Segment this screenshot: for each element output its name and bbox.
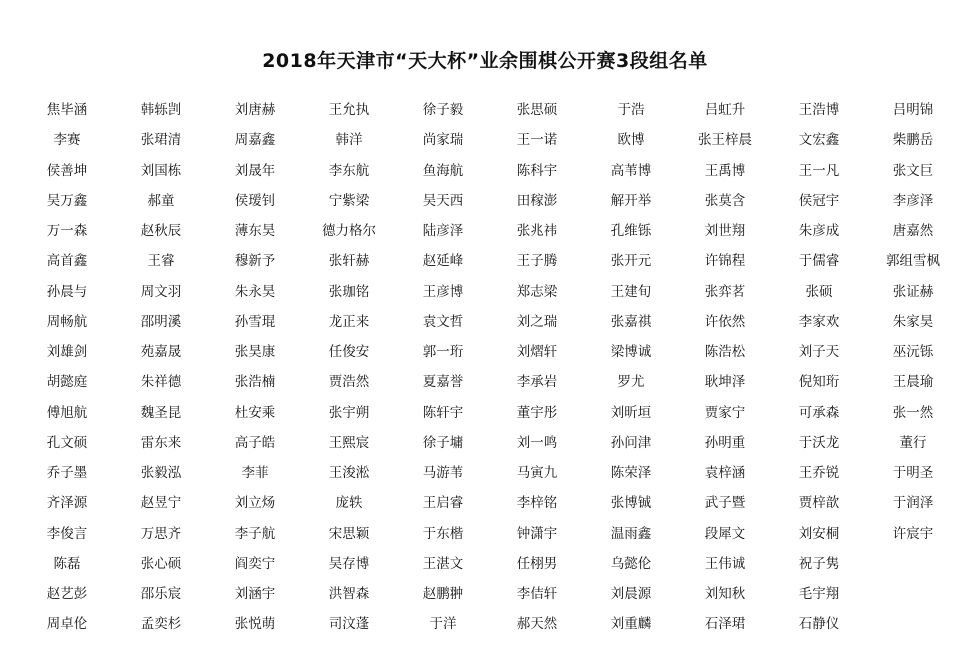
player-name: 吴存博 xyxy=(328,555,370,572)
player-name: 袁梓涵 xyxy=(704,465,746,482)
player-name: 朱祥德 xyxy=(140,374,182,391)
player-name: 孙晨与 xyxy=(46,283,88,300)
player-name: 王启睿 xyxy=(422,495,464,512)
name-row xyxy=(20,396,960,426)
player-name: 邵乐宸 xyxy=(140,586,182,603)
player-name: 任俊安 xyxy=(328,344,370,361)
player-name: 王彦博 xyxy=(422,283,464,300)
player-name: 倪知珩 xyxy=(798,374,840,391)
player-name: 高首鑫 xyxy=(46,253,88,270)
name-row xyxy=(20,123,960,153)
player-name: 张文巨 xyxy=(892,162,934,179)
player-name: 宁紫梁 xyxy=(328,192,370,209)
player-name: 张珺清 xyxy=(140,132,182,149)
player-name: 徐子墉 xyxy=(422,434,464,451)
player-name: 于沃龙 xyxy=(798,434,840,451)
player-name: 于洋 xyxy=(429,616,457,633)
player-name: 郭一珩 xyxy=(422,344,464,361)
player-name: 刘安桐 xyxy=(798,525,840,542)
player-name: 吴万鑫 xyxy=(46,192,88,209)
player-name: 李梓铭 xyxy=(516,495,558,512)
player-name: 唐嘉然 xyxy=(892,223,934,240)
player-name: 王熙宸 xyxy=(328,434,370,451)
player-name: 乌懿伦 xyxy=(610,555,652,572)
player-name: 马寅九 xyxy=(516,465,558,482)
player-name: 王一凡 xyxy=(798,162,840,179)
player-name: 张开元 xyxy=(610,253,652,270)
player-name: 魏圣昆 xyxy=(140,404,182,421)
player-name: 孙问津 xyxy=(610,434,652,451)
player-name: 赵昱宁 xyxy=(140,495,182,512)
player-name: 于东楷 xyxy=(422,525,464,542)
player-name: 刘昕垣 xyxy=(610,404,652,421)
player-name: 张一然 xyxy=(892,404,934,421)
player-name: 龙正来 xyxy=(328,313,370,330)
player-name: 张弈茗 xyxy=(704,283,746,300)
player-name: 王允执 xyxy=(328,102,370,119)
player-name: 张证赫 xyxy=(892,283,934,300)
player-name: 柴鹏岳 xyxy=(892,132,934,149)
player-name: 万思齐 xyxy=(140,525,182,542)
player-name: 张兆祎 xyxy=(516,223,558,240)
player-name: 李彦泽 xyxy=(892,192,934,209)
player-name: 孟奕杉 xyxy=(140,616,182,633)
player-name: 尚家瑞 xyxy=(422,132,464,149)
player-name: 周畅航 xyxy=(46,313,88,330)
player-name: 刘世翔 xyxy=(704,223,746,240)
name-row xyxy=(20,517,960,547)
name-row xyxy=(20,244,960,274)
player-name: 傅旭航 xyxy=(46,404,88,421)
name-row xyxy=(20,93,960,123)
player-name: 孙雪琨 xyxy=(234,313,276,330)
player-name: 侯瑷钊 xyxy=(234,192,276,209)
name-row xyxy=(20,456,960,486)
page-title: 2018年天津市“天大杯”业余围棋公开赛3段组名单 xyxy=(262,50,708,72)
player-name: 张心硕 xyxy=(140,555,182,572)
player-name: 陈科宇 xyxy=(516,162,558,179)
player-name: 侯善坤 xyxy=(46,162,88,179)
player-name: 杜安乘 xyxy=(234,404,276,421)
player-name: 段犀文 xyxy=(704,525,746,542)
player-name: 钟潇宇 xyxy=(516,525,558,542)
player-name: 贾梓歆 xyxy=(798,495,840,512)
player-name: 张嘉祺 xyxy=(610,313,652,330)
player-name: 郭组雪枫 xyxy=(886,253,940,270)
player-name: 许依然 xyxy=(704,313,746,330)
player-name: 刘雄剑 xyxy=(46,344,88,361)
player-name: 乔子墨 xyxy=(46,465,88,482)
player-name: 鱼海航 xyxy=(422,162,464,179)
player-name: 刘立炀 xyxy=(234,495,276,512)
player-name: 陆彦泽 xyxy=(422,223,464,240)
player-name: 穆新予 xyxy=(234,253,276,270)
player-name: 陈磊 xyxy=(53,555,81,572)
player-name: 雷东来 xyxy=(140,434,182,451)
player-name: 郝童 xyxy=(147,192,175,209)
name-row xyxy=(20,335,960,365)
player-name: 胡懿庭 xyxy=(46,374,88,391)
player-name: 于明圣 xyxy=(892,465,934,482)
player-name: 张珈铭 xyxy=(328,283,370,300)
player-name: 焦毕涵 xyxy=(46,102,88,119)
player-name: 韩洋 xyxy=(335,132,363,149)
player-name: 朱彦成 xyxy=(798,223,840,240)
player-name: 周嘉鑫 xyxy=(234,132,276,149)
player-name: 刘涵宇 xyxy=(234,586,276,603)
player-name: 李俊言 xyxy=(46,525,88,542)
player-name: 王一诺 xyxy=(516,132,558,149)
name-row xyxy=(20,275,960,305)
player-name: 王禹博 xyxy=(704,162,746,179)
player-name: 梁博诚 xyxy=(610,344,652,361)
player-name: 刘一鸣 xyxy=(516,434,558,451)
player-name: 刘熠轩 xyxy=(516,344,558,361)
player-name: 高子皓 xyxy=(234,434,276,451)
player-name: 陈浩松 xyxy=(704,344,746,361)
name-row xyxy=(20,607,960,637)
player-name: 解开举 xyxy=(610,192,652,209)
player-name: 王睿 xyxy=(147,253,175,270)
player-name: 张宇朔 xyxy=(328,404,370,421)
player-name: 李菲 xyxy=(241,465,269,482)
player-name: 张思硕 xyxy=(516,102,558,119)
player-name: 李子航 xyxy=(234,525,276,542)
player-name: 于儒睿 xyxy=(798,253,840,270)
name-row xyxy=(20,214,960,244)
player-name: 李东航 xyxy=(328,162,370,179)
player-name: 孔文硕 xyxy=(46,434,88,451)
player-name: 欧博 xyxy=(617,132,645,149)
player-name: 可承森 xyxy=(798,404,840,421)
player-name: 赵秋辰 xyxy=(140,223,182,240)
player-name: 张浩楠 xyxy=(234,374,276,391)
player-name: 阎奕宁 xyxy=(234,555,276,572)
player-name: 万一森 xyxy=(46,223,88,240)
player-name: 王浚淞 xyxy=(328,465,370,482)
player-name: 薄东昊 xyxy=(234,223,276,240)
player-name: 任栩男 xyxy=(516,555,558,572)
name-row xyxy=(20,154,960,184)
name-list-grid xyxy=(20,93,960,638)
player-name: 张莫含 xyxy=(704,192,746,209)
player-name: 刘唐赫 xyxy=(234,102,276,119)
player-name: 孔维铄 xyxy=(610,223,652,240)
player-name: 德力格尔 xyxy=(322,223,376,240)
player-name: 耿坤泽 xyxy=(704,374,746,391)
player-name: 石静仪 xyxy=(798,616,840,633)
player-name: 刘重麟 xyxy=(610,616,652,633)
player-name: 邵明溪 xyxy=(140,313,182,330)
name-row xyxy=(20,365,960,395)
player-name: 吕明锦 xyxy=(892,102,934,119)
player-name: 孙明重 xyxy=(704,434,746,451)
player-name: 刘晟年 xyxy=(234,162,276,179)
player-name: 刘晨源 xyxy=(610,586,652,603)
player-name: 许宸宇 xyxy=(892,525,934,542)
player-name: 周卓伦 xyxy=(46,616,88,633)
player-name: 文宏鑫 xyxy=(798,132,840,149)
player-name: 刘之瑞 xyxy=(516,313,558,330)
player-name: 庞轶 xyxy=(335,495,363,512)
player-name: 许锦程 xyxy=(704,253,746,270)
player-name: 吴天西 xyxy=(422,192,464,209)
player-name: 郝天然 xyxy=(516,616,558,633)
player-name: 王晨瑜 xyxy=(892,374,934,391)
player-name: 刘子天 xyxy=(798,344,840,361)
player-name: 洪智森 xyxy=(328,586,370,603)
player-name: 李赛 xyxy=(53,132,81,149)
player-name: 齐泽源 xyxy=(46,495,88,512)
player-name: 王湛文 xyxy=(422,555,464,572)
player-name: 贾浩然 xyxy=(328,374,370,391)
player-name: 郑志梁 xyxy=(516,283,558,300)
player-name: 陈轩宇 xyxy=(422,404,464,421)
player-name: 宋思颖 xyxy=(328,525,370,542)
name-row xyxy=(20,547,960,577)
player-name: 王乔锐 xyxy=(798,465,840,482)
player-name: 贾家宁 xyxy=(704,404,746,421)
player-name: 于润泽 xyxy=(892,495,934,512)
player-name: 董行 xyxy=(899,434,927,451)
player-name: 陈荣泽 xyxy=(610,465,652,482)
player-name: 张博铖 xyxy=(610,495,652,512)
player-name: 马游苇 xyxy=(422,465,464,482)
player-name: 司汶蓬 xyxy=(328,616,370,633)
player-name: 于浩 xyxy=(617,102,645,119)
player-name: 张轩赫 xyxy=(328,253,370,270)
player-name: 王浩博 xyxy=(798,102,840,119)
player-name: 吕虹升 xyxy=(704,102,746,119)
player-name: 巫沅铄 xyxy=(892,344,934,361)
player-name: 周文羽 xyxy=(140,283,182,300)
player-name: 韩轹剀 xyxy=(140,102,182,119)
name-row xyxy=(20,305,960,335)
player-name: 田稼澎 xyxy=(516,192,558,209)
player-name: 张硕 xyxy=(805,283,833,300)
player-name: 赵延峰 xyxy=(422,253,464,270)
player-name: 温雨鑫 xyxy=(610,525,652,542)
player-name: 李佶轩 xyxy=(516,586,558,603)
name-row xyxy=(20,184,960,214)
name-row xyxy=(20,486,960,516)
player-name: 苑嘉晟 xyxy=(140,344,182,361)
player-name: 高苇博 xyxy=(610,162,652,179)
player-name: 祝子隽 xyxy=(798,555,840,572)
player-name: 张王梓晨 xyxy=(698,132,752,149)
player-name: 毛宇翔 xyxy=(798,586,840,603)
player-name: 李承岩 xyxy=(516,374,558,391)
player-name: 张悦萌 xyxy=(234,616,276,633)
player-name: 徐子毅 xyxy=(422,102,464,119)
player-name: 侯冠宇 xyxy=(798,192,840,209)
player-name: 王建旬 xyxy=(610,283,652,300)
name-row xyxy=(20,577,960,607)
player-name: 刘国栋 xyxy=(140,162,182,179)
player-name: 王伟诚 xyxy=(704,555,746,572)
player-name: 武子暨 xyxy=(704,495,746,512)
player-name: 张毅泓 xyxy=(140,465,182,482)
player-name: 赵鹏翀 xyxy=(422,586,464,603)
player-name: 袁文哲 xyxy=(422,313,464,330)
player-name: 朱永昊 xyxy=(234,283,276,300)
player-name: 朱家昊 xyxy=(892,313,934,330)
player-name: 董宇彤 xyxy=(516,404,558,421)
player-name: 张昊康 xyxy=(234,344,276,361)
player-name: 赵艺彭 xyxy=(46,586,88,603)
player-name: 夏嘉誉 xyxy=(422,374,464,391)
player-name: 王子腾 xyxy=(516,253,558,270)
player-name: 罗尤 xyxy=(617,374,645,391)
player-name: 石泽珺 xyxy=(704,616,746,633)
name-row xyxy=(20,426,960,456)
player-name: 李家欢 xyxy=(798,313,840,330)
player-name: 刘知秋 xyxy=(704,586,746,603)
